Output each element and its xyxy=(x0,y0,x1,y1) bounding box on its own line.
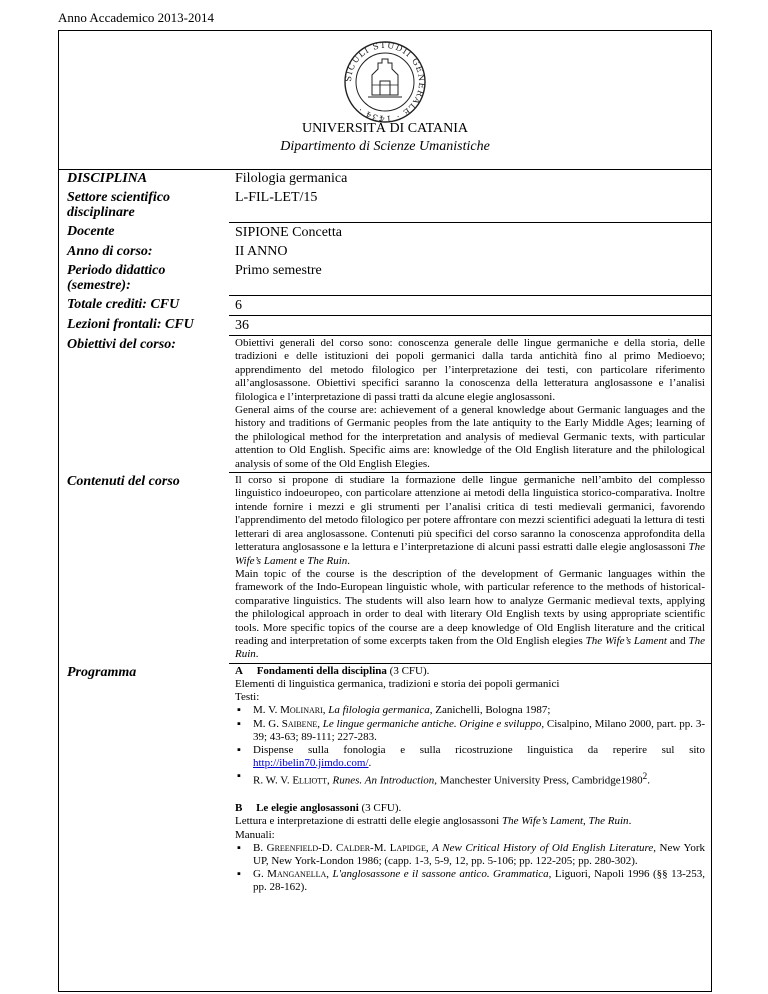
contenuti-italian: Il corso si propone di studiare la formazione delle lingue germaniche nell’ambito del complesso linguistico indoeuropeo, con particolare attenzione ai metodi della linguistica storico-comparativa. Inoltre intende fornire i mezzi e gli strumenti per l’analisi critica di testi medievali germanici, favorendo l'apprendimento del metodo filologico per potere affrontare con mezzi scientifici adeguati la lettura di testi letterari di area anglosassone. Contenuti più specifici del corso saranno la conoscenza approfondita della letteratura anglosassone e la lettura e l’interpretazione di alcuni passi estratti dalle elegie anglosassoni The Wife’s Lament e The Ruin. xyxy=(235,474,706,567)
university-seal-icon xyxy=(342,39,428,125)
label-crediti: Totale crediti: CFU xyxy=(67,297,180,312)
list-item: ▪ Dispense sulla fonologia e sulla ricostruzione linguistica da reperire sul sito http://ibelin70.jimdo.com/. xyxy=(235,744,705,770)
list-item: ▪ B. Greenfield-D. Calder-M. Lapidge, A New Critical History of Old English Literature, New York UP, New York-London 1986; (capp. 1-3, 5-9, 12, pp. 5-106; pp. 122-205; pp. 280-302). xyxy=(235,842,705,868)
row-settore xyxy=(59,188,711,222)
label-anno: Anno di corso: xyxy=(67,244,153,259)
label-contenuti: Contenuti del corso xyxy=(67,474,180,490)
section-b-heading: B Le elegie anglosassoni (3 CFU). xyxy=(235,802,402,815)
value-settore: L-FIL-LET/15 xyxy=(235,190,318,205)
label-periodo: Periodo didattico (semestre): xyxy=(67,263,166,293)
label-programma: Programma xyxy=(67,664,137,680)
value-programma xyxy=(229,663,711,896)
course-table xyxy=(59,169,711,896)
obiettivi-english: General aims of the course are: achievement of a general knowledge about Germanic languages and the history and traditions of Germanic peoples from the late antiquity to the Early Middle Ages; learning of the philological method for the interpretation and analysis of medieval Germanic texts, with particular attention to Old English. Specific aims are: knowledge of the Old English literature and the philological analysis of some of the Old English Elegies. xyxy=(235,404,705,470)
header-block xyxy=(59,31,711,170)
value-docente: SIPIONE Concetta xyxy=(229,222,711,242)
seal-text: SICULI STUDII GENERALE · 1434 · xyxy=(343,40,427,124)
row-docente xyxy=(59,222,711,242)
row-disciplina xyxy=(59,169,711,188)
list-item: ▪ M. V. Molinari, La filologia germanica, Zanichelli, Bologna 1987; xyxy=(235,704,705,717)
label-disciplina: DISCIPLINA xyxy=(67,171,148,186)
row-crediti xyxy=(59,295,711,315)
row-contenuti xyxy=(59,472,711,663)
value-periodo: Primo semestre xyxy=(235,263,322,278)
academic-year: Anno Accademico 2013-2014 xyxy=(58,10,214,25)
value-crediti: 6 xyxy=(229,295,711,315)
row-programma xyxy=(59,663,711,896)
value-obiettivi xyxy=(229,335,711,472)
value-disciplina: Filologia germanica xyxy=(235,171,348,186)
value-contenuti xyxy=(229,472,711,663)
row-anno xyxy=(59,242,711,261)
list-item: ▪ M. G. Saibene, Le lingue germaniche antiche. Origine e sviluppo, Cisalpino, Milano 2000, part. pp. 3-39; 43-63; 89-111; 227-283. xyxy=(235,718,705,744)
label-docente: Docente xyxy=(67,224,115,239)
university-name: UNIVERSITÀ DI CATANIA xyxy=(301,121,469,136)
contenuti-english: Main topic of the course is the description of the development of Germanic languages within the framework of the Indo-European linguistic whole, with particular reference to the methods of historical-comparative linguistics. The students will also learn how to analyze Germanic medieval texts, applying the philological approach in order to deal with literary Old English texts by using appropriate scientific tools. More specific topics of the course are a deep knowledge of Old English literature and the critical reading and interpretation of some excerpts taken from the Old English elegies The Wife’s Lament and The Ruin. xyxy=(235,567,706,661)
value-lezioni: 36 xyxy=(229,315,711,335)
department-name: Dipartimento di Scienze Umanistiche xyxy=(280,139,490,154)
list-item: ▪ G. Manganella, L'anglosassone e il sassone antico. Grammatica, Liguori, Napoli 1996 (§§ 13-253, pp. 28-162). xyxy=(235,868,705,894)
label-settore: Settore scientifico disciplinare xyxy=(67,190,171,220)
obiettivi-italian: Obiettivi generali del corso sono: conoscenza generale delle lingue germaniche e della storia, delle tradizioni e delle istituzioni dei popoli germanici dalla tarda antichità fino al primo Medioevo; apprendimento del metodo filologico per l’interpretazione dei testi, con particolare riferimento all’anglosassone. Obiettivi specifici saranno la conoscenza della letteratura anglosassone e l’analisi filologica e l’interpretazione di passi tratti da alcune elegie anglosassoni. xyxy=(235,337,705,403)
section-a-testi: Testi: xyxy=(235,691,260,704)
section-a-heading: A Fondamenti della disciplina (3 CFU). xyxy=(235,664,430,677)
section-b-manuali: Manuali: xyxy=(235,828,275,841)
dispense-link[interactable]: http://ibelin70.jimdo.com/ xyxy=(253,757,369,770)
section-a-desc: Elementi di linguistica germanica, tradizioni e storia dei popoli germanici xyxy=(235,677,560,690)
row-lezioni xyxy=(59,315,711,335)
label-obiettivi: Obiettivi del corso: xyxy=(67,337,176,352)
list-item: ▪ R. W. V. Elliott, Runes. An Introduction, Manchester University Press, Cambridge1980$^2$. xyxy=(235,770,705,788)
label-lezioni: Lezioni frontali: CFU xyxy=(67,317,194,332)
course-sheet xyxy=(58,30,712,992)
value-anno: II ANNO xyxy=(235,244,288,259)
section-b-desc: Lettura e interpretazione di estratti delle elegie anglosassoni The Wife’s Lament, The Ruin. xyxy=(235,815,632,828)
row-periodo xyxy=(59,261,711,295)
row-obiettivi xyxy=(59,335,711,472)
